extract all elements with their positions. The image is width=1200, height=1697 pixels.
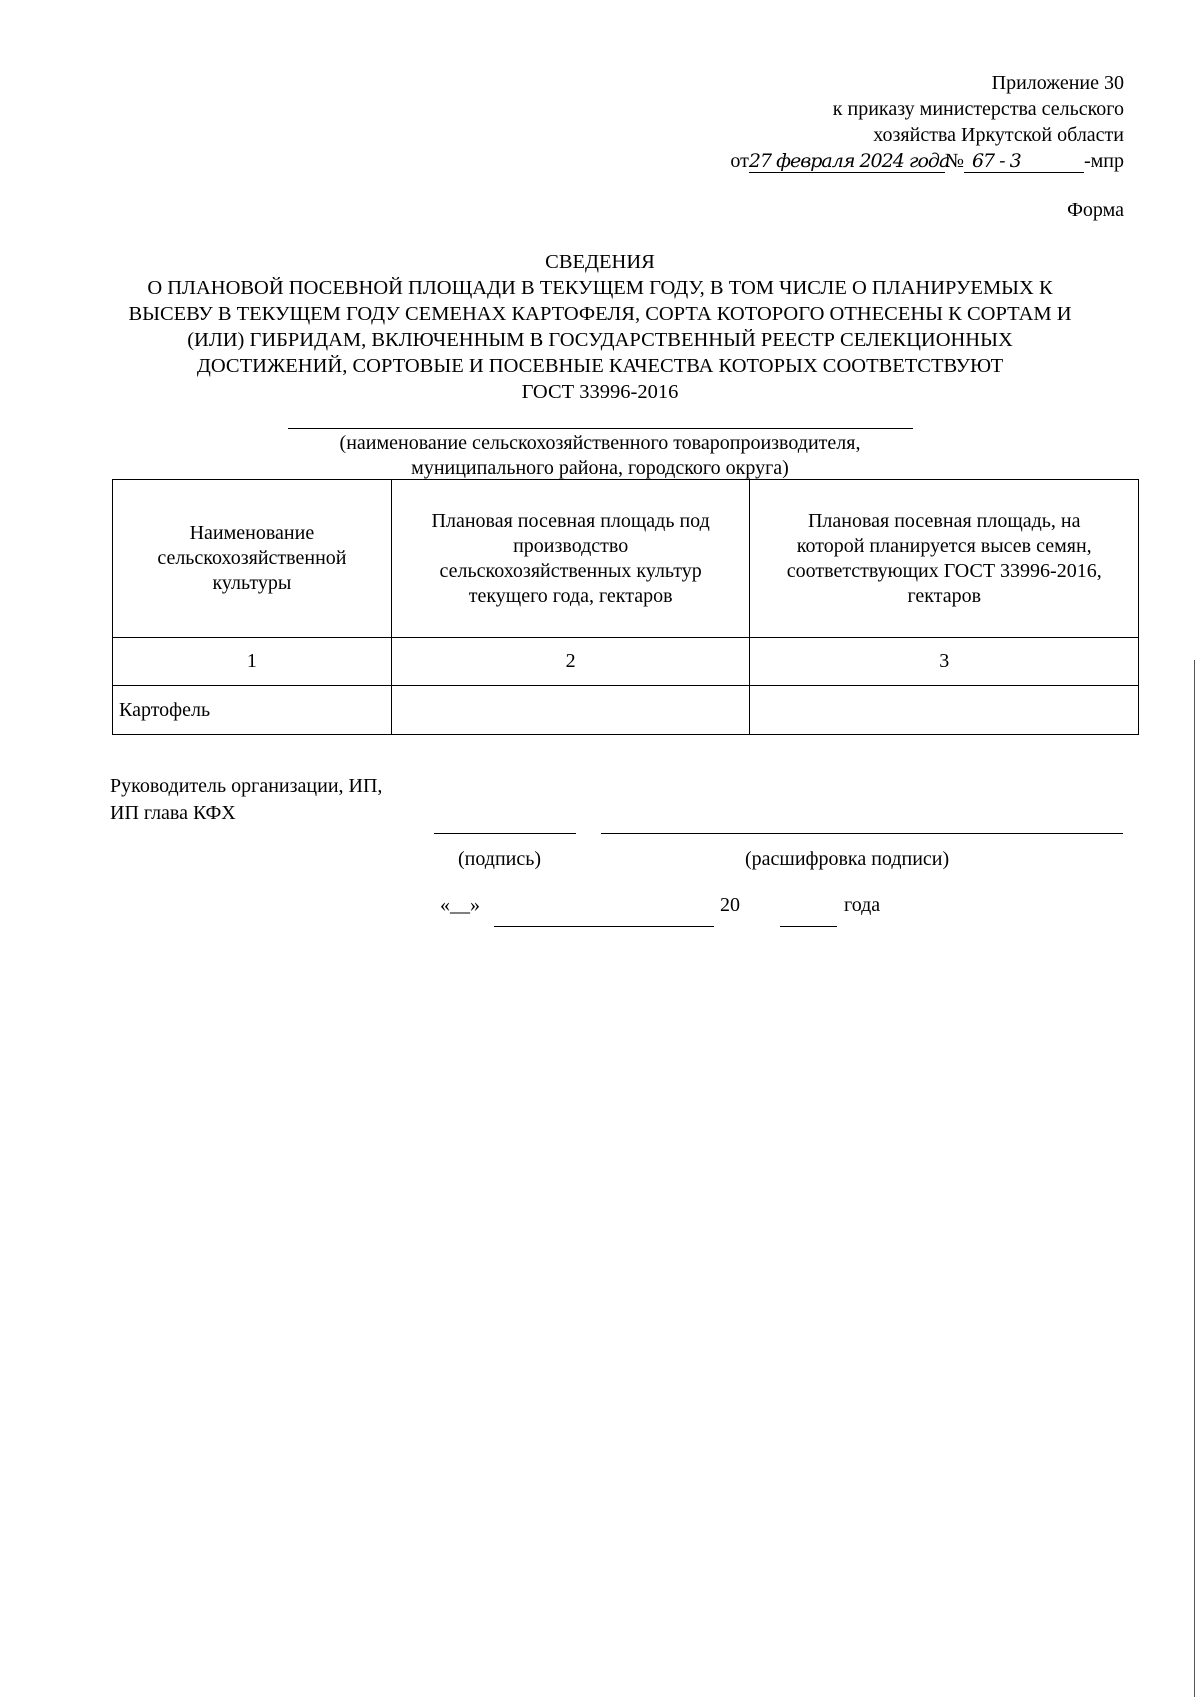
order-suffix: -мпр — [1083, 150, 1124, 172]
appendix-ministry: хозяйства Иркутской области — [873, 124, 1124, 146]
year-line — [780, 926, 837, 927]
number-sign: № — [944, 150, 964, 172]
producer-caption-line: (наименование сельскохозяйственного товаропроизводителя, — [339, 432, 861, 454]
title-line: ДОСТИЖЕНИЙ, СОРТОВЫЕ И ПОСЕВНЫЕ КАЧЕСТВА КОТОРЫХ СООТВЕТСТВУЮТ — [196, 355, 1004, 377]
month-line — [494, 926, 714, 927]
appendix-number: Приложение 30 — [991, 72, 1124, 94]
appendix-order-ref: к приказу министерства сельского — [832, 98, 1124, 120]
gost-area-cell[interactable] — [750, 686, 1139, 735]
title-line: О ПЛАНОВОЙ ПОСЕВНОЙ ПЛОЩАДИ В ТЕКУЩЕМ ГОДУ, В ТОМ ЧИСЛЕ О ПЛАНИРУЕМЫХ К — [147, 277, 1053, 299]
document-title — [60, 249, 1140, 405]
table-row — [113, 686, 1139, 735]
planned-area-cell[interactable] — [391, 686, 750, 735]
form-label: Форма — [1067, 199, 1124, 221]
column-number: 3 — [750, 638, 1139, 686]
signature-caption: (подпись) — [458, 848, 542, 870]
producer-name-line — [288, 428, 913, 429]
header-planned-area: Плановая посевная площадь под производство сельскохозяйственных культур текущего года, гектаров — [391, 480, 750, 638]
signatory-title: Руководитель организации, ИП, ИП глава КФХ — [110, 775, 383, 824]
signature-decode-line — [601, 833, 1123, 834]
header-gost-area: Плановая посевная площадь, на которой планируется высев семян, соответствующих ГОСТ 33996-2016, гектаров — [750, 480, 1139, 638]
handwritten-date: 27 февраля 2024 года — [748, 150, 950, 172]
order-date-number — [730, 148, 1124, 174]
from-prefix: от — [730, 150, 749, 172]
column-number-row — [113, 638, 1139, 686]
year-word: года — [844, 894, 881, 916]
handwritten-number: 67 - 3 — [964, 150, 1084, 173]
title-line: (ИЛИ) ГИБРИДАМ, ВКЛЮЧЕННЫМ В ГОСУДАРСТВЕННЫЙ РЕЕСТР СЕЛЕКЦИОННЫХ — [187, 329, 1013, 351]
date-open: «__» — [440, 894, 480, 916]
producer-caption-line: муниципального района, городского округа) — [411, 457, 789, 479]
scan-edge-line — [1194, 660, 1195, 1697]
sowing-area-table — [112, 479, 1139, 735]
signature-decode-caption: (расшифровка подписи) — [745, 848, 950, 870]
title-line: СВЕДЕНИЯ — [545, 251, 655, 273]
crop-cell: Картофель — [113, 686, 392, 735]
appendix-block — [833, 70, 1124, 148]
column-number: 2 — [391, 638, 750, 686]
column-number: 1 — [113, 638, 392, 686]
table-header-row — [113, 480, 1139, 638]
header-crop-name: Наименование сельскохозяйственной культуры — [113, 480, 392, 638]
signature-line — [434, 833, 576, 834]
title-line: ВЫСЕВУ В ТЕКУЩЕМ ГОДУ СЕМЕНАХ КАРТОФЕЛЯ, СОРТА КОТОРОГО ОТНЕСЕНЫ К СОРТАМ И — [128, 303, 1072, 325]
title-line: ГОСТ 33996-2016 — [521, 381, 679, 403]
year-prefix: 20 — [720, 894, 740, 916]
producer-caption — [160, 431, 1040, 481]
